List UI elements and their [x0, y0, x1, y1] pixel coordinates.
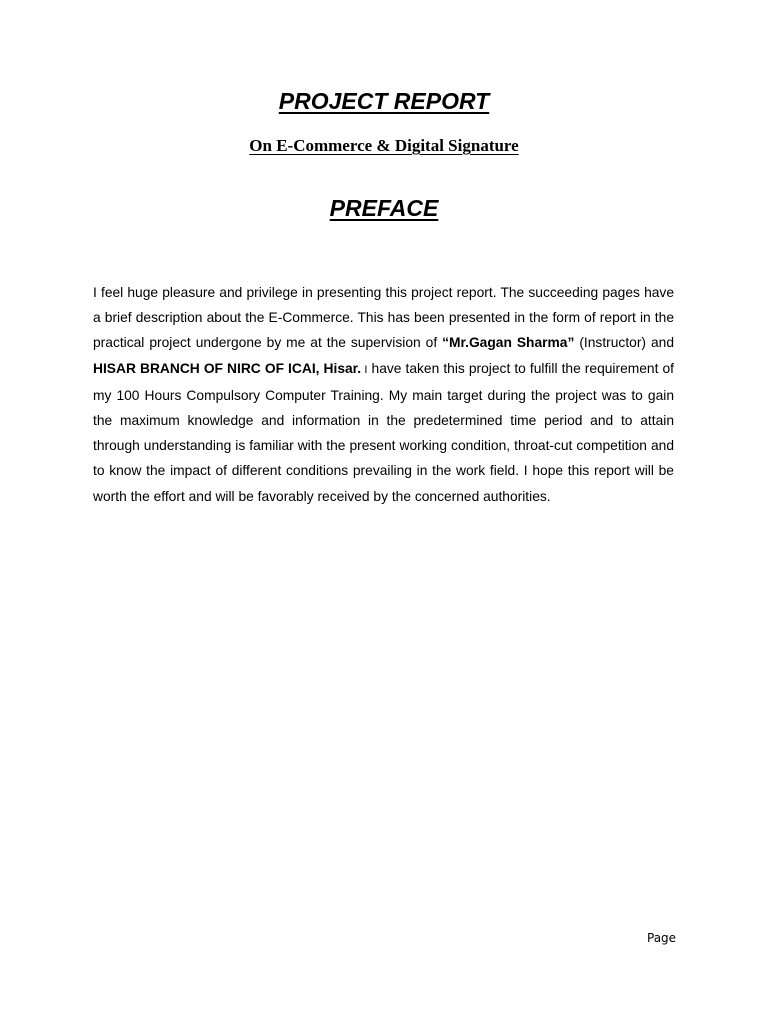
page-footer-label: Page	[647, 931, 677, 945]
document-title: PROJECT REPORT	[278, 88, 490, 114]
paragraph-text-part3: have taken this project to fulfill the requirement of my 100 Hours Compulsory Computer Training. My main target during the project was to gain the maximum knowledge and information in the predetermined time period and to attain through understanding is familiar with the present working condition, throat-cut competition and to know the impact of different conditions prevailing in the work field. I hope this report will be worth the effort and will be favorably received by the concerned authorities.	[93, 360, 674, 504]
organization-name: HISAR BRANCH OF NIRC OF ICAI, Hisar.	[93, 360, 362, 376]
paragraph-text-part3-lead: I	[361, 363, 368, 376]
preface-paragraph	[93, 280, 674, 509]
instructor-name: “Mr.Gagan Sharma”	[442, 335, 575, 351]
paragraph-text-part2: (Instructor) and	[574, 335, 674, 351]
document-subtitle: On E-Commerce & Digital Signature	[249, 136, 519, 155]
paragraph-text-part1: I feel huge pleasure and privilege in presenting this project report. The succeeding pages have a brief description about the E-Commerce. This has been presented in the form of report in the practical project undergone by me at the supervision of	[93, 285, 674, 351]
section-heading-preface: PREFACE	[329, 195, 439, 221]
